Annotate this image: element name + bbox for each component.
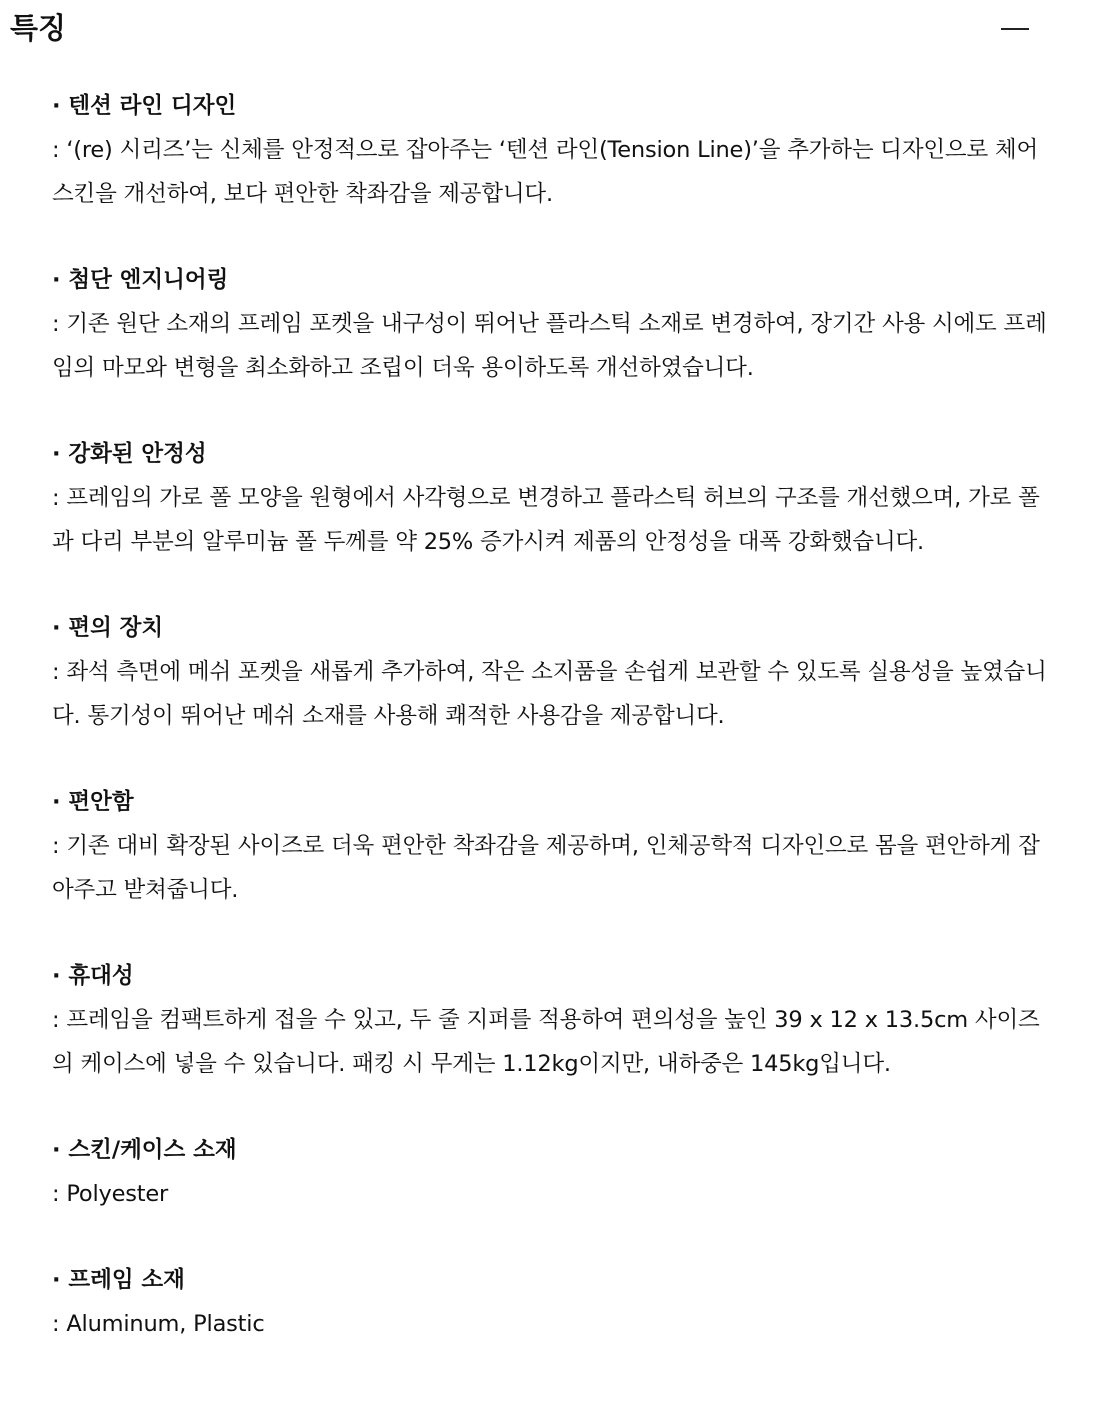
feature-description: : 기존 대비 확장된 사이즈로 더욱 편안한 착좌감을 제공하며, 인체공학적 디자인으로 몸을 편안하게 잡아주고 받쳐줍니다. — [52, 833, 1040, 903]
feature-item — [52, 954, 1052, 1086]
feature-description: : Aluminum, Plastic — [52, 1311, 265, 1337]
feature-description: : Polyester — [52, 1181, 169, 1207]
feature-title: · 텐션 라인 디자인 — [52, 93, 237, 119]
feature-title: · 스킨/케이스 소재 — [52, 1137, 237, 1163]
section-title: 특징 — [10, 11, 67, 45]
feature-item — [52, 258, 1052, 390]
feature-description: : 좌석 측면에 메쉬 포켓을 새롭게 추가하여, 작은 소지품을 손쉽게 보관할 수 있도록 실용성을 높였습니다. 통기성이 뛰어난 메쉬 소재를 사용해 쾌적한 사용감을 제공합니다. — [52, 659, 1047, 729]
feature-title: · 첨단 엔지니어링 — [52, 267, 229, 293]
collapse-toggle-button[interactable] — [996, 12, 1036, 46]
minus-icon — [1001, 28, 1029, 30]
feature-item — [52, 1258, 1052, 1346]
feature-title: · 강화된 안정성 — [52, 441, 207, 467]
feature-item — [52, 84, 1052, 216]
feature-list — [52, 84, 1052, 1346]
feature-title: · 휴대성 — [52, 963, 134, 989]
feature-description: : 기존 원단 소재의 프레임 포켓을 내구성이 뛰어난 플라스틱 소재로 변경하여, 장기간 사용 시에도 프레임의 마모와 변형을 최소화하고 조립이 더욱 용이하도록 개선하였습니다. — [52, 311, 1047, 381]
feature-title: · 편의 장치 — [52, 615, 164, 641]
spacer — [52, 216, 1052, 258]
spacer — [52, 564, 1052, 606]
feature-item — [52, 1128, 1052, 1216]
feature-title: · 편안함 — [52, 789, 134, 815]
section-header[interactable] — [0, 0, 1096, 62]
feature-item — [52, 780, 1052, 912]
spacer — [52, 390, 1052, 432]
spacer — [52, 1216, 1052, 1258]
spacer — [52, 738, 1052, 780]
feature-description: : 프레임을 컴팩트하게 접을 수 있고, 두 줄 지퍼를 적용하여 편의성을 높인 39 x 12 x 13.5cm 사이즈의 케이스에 넣을 수 있습니다. 패킹 시 무게는 1.12kg이지만, 내하중은 145kg입니다. — [52, 1007, 1040, 1077]
feature-title: · 프레임 소재 — [52, 1267, 185, 1293]
feature-item — [52, 432, 1052, 564]
feature-item — [52, 606, 1052, 738]
spacer — [52, 1086, 1052, 1128]
feature-description: : 프레임의 가로 폴 모양을 원형에서 사각형으로 변경하고 플라스틱 허브의 구조를 개선했으며, 가로 폴과 다리 부분의 알루미늄 폴 두께를 약 25% 증가시켜 제품의 안정성을 대폭 강화했습니다. — [52, 485, 1040, 555]
spacer — [52, 912, 1052, 954]
feature-description: : ‘(re) 시리즈’는 신체를 안정적으로 잡아주는 ‘텐션 라인(Tension Line)’을 추가하는 디자인으로 체어 스킨을 개선하여, 보다 편안한 착좌감을 제공합니다. — [52, 137, 1039, 207]
